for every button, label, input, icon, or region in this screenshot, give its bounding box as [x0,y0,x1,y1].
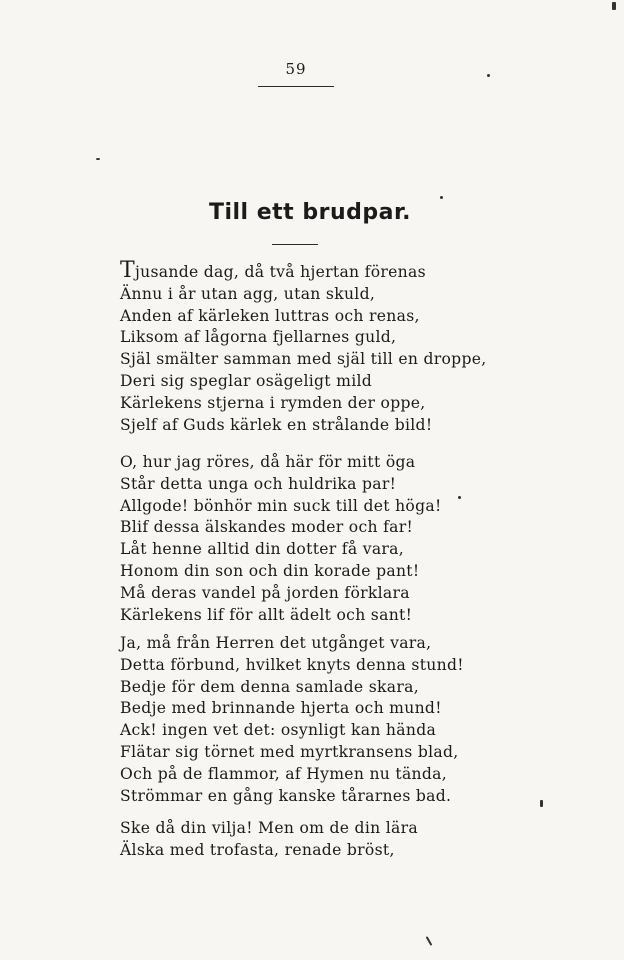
paper-speck [96,158,100,160]
poem-line: Ja, må från Herren det utgånget vara, [120,634,432,652]
poem-line: Anden af kärleken luttras och renas, [120,306,420,325]
poem-line: Ske då din vilja! Men om de din lära [120,819,418,837]
poem-line: Själ smälter samman med själ till en droppe, [120,350,487,369]
poem-line: Flätar sig törnet med myrtkransens blad, [120,742,459,761]
stanza-3 [120,633,465,807]
poem-line: Detta förbund, hvilket knyts denna stund! [120,655,464,674]
poem-line: Och på de flammor, af Hymen nu tända, [120,764,448,783]
poem-line-text: jusande dag, då två hjertan förenas [134,263,426,281]
poem-line: Må deras vandel på jorden förklara [120,583,410,602]
poem-line: Kärlekens stjerna i rymden der oppe, [120,393,426,412]
stanza-1 [120,258,487,436]
stanza-4 [120,818,465,862]
poem-line: Låt henne alltid din dotter få vara, [120,540,405,559]
poem-line: O, hur jag röres, då här för mitt öga [120,453,416,471]
paper-speck [426,936,433,946]
poem-line: Bedje för dem denna samlade skara, [120,677,419,696]
paper-speck [440,196,443,199]
poem-line: Bedje med brinnande hjerta och mund! [120,699,442,718]
poem-line: Deri sig speglar osägeligt mild [120,371,373,390]
poem-line: Kärlekens lif för allt ädelt och sant! [120,605,413,624]
poem-line: Honom din son och din korade pant! [120,561,420,580]
poem-line: Ack! ingen vet det: osynligt kan hända [120,721,437,740]
poem-line: Allgode! bönhör min suck till det höga! [120,496,442,515]
poem-line: Strömmar en gång kanske tårarnes bad. [120,786,452,805]
stanza-2 [120,452,465,626]
page-number: 59 [285,60,307,78]
paper-speck [458,496,461,499]
paper-speck [540,800,543,807]
poem-line: Står detta unga och huldrika par! [120,474,397,493]
poem-line: Älska med trofasta, renade bröst, [120,840,395,859]
title-rule [272,244,318,245]
poem-line: Sjelf af Guds kärlek en strålande bild! [120,415,433,434]
paper-speck [487,74,490,77]
poem-line [120,258,465,284]
poem-title: Till ett brudpar. [208,200,412,225]
poem-line: Blif dessa älskandes moder och far! [120,518,414,537]
page-number-rule [258,86,334,87]
initial-letter: T [120,258,135,283]
poem-line: Ännu i år utan agg, utan skuld, [120,284,376,303]
paper-speck [612,2,616,10]
poem-line: Liksom af lågorna fjellarnes guld, [120,328,397,347]
